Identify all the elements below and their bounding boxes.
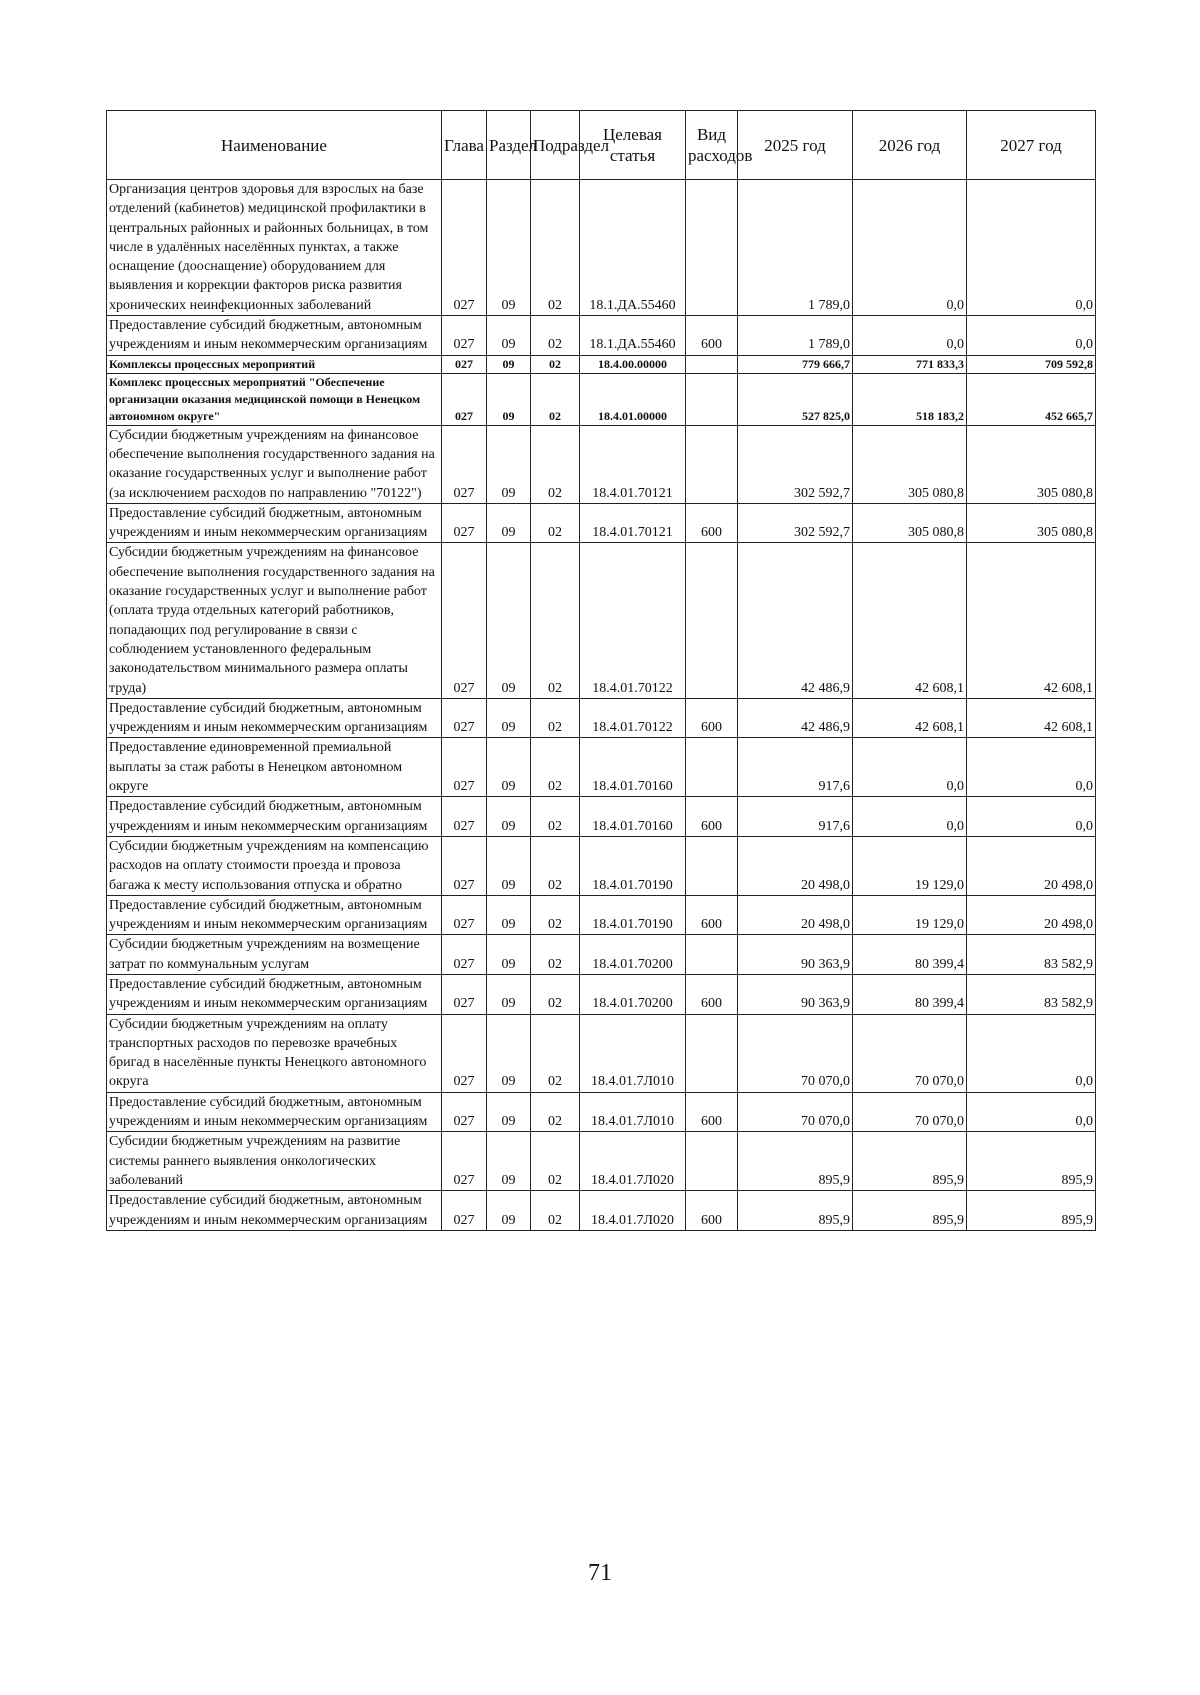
cell-y2025: 42 486,9 (738, 543, 853, 698)
cell-y2027: 42 608,1 (967, 543, 1096, 698)
cell-y2026: 19 129,0 (853, 895, 967, 935)
cell-y2027: 20 498,0 (967, 895, 1096, 935)
cell-glava: 027 (442, 373, 487, 425)
cell-y2025: 90 363,9 (738, 935, 853, 975)
cell-name: Субсидии бюджетным учреждениям на компенсацию расходов на оплату стоимости проезда и провоза багажа к месту использования отпуска и обратно (107, 836, 442, 895)
page-number: 71 (588, 1560, 612, 1586)
cell-vid (686, 738, 738, 797)
cell-y2025: 895,9 (738, 1132, 853, 1191)
cell-razdel: 09 (487, 355, 531, 373)
cell-podrazdel: 02 (531, 836, 580, 895)
header-article: Целевая статья (580, 111, 686, 180)
cell-y2025: 779 666,7 (738, 355, 853, 373)
cell-vid (686, 543, 738, 698)
cell-y2026: 80 399,4 (853, 935, 967, 975)
cell-razdel: 09 (487, 1191, 531, 1231)
table-row (107, 316, 1096, 356)
header-vid: Вид расходов (686, 111, 738, 180)
cell-podrazdel: 02 (531, 373, 580, 425)
cell-y2026: 305 080,8 (853, 425, 967, 503)
header-2025: 2025 год (738, 111, 853, 180)
cell-razdel: 09 (487, 836, 531, 895)
cell-y2026: 305 080,8 (853, 503, 967, 543)
cell-y2027: 0,0 (967, 738, 1096, 797)
cell-razdel: 09 (487, 1132, 531, 1191)
cell-name: Организация центров здоровья для взрослых на базе отделений (кабинетов) медицинской профилактики в центральных районных и районных больницах, в том числе в удалённых населённых пунктах, а также оснащение (дооснащение) оборудованием для выявления и коррекции факторов риска развития хронических неинфекционных заболеваний (107, 180, 442, 316)
cell-y2026: 80 399,4 (853, 974, 967, 1014)
cell-podrazdel: 02 (531, 935, 580, 975)
cell-vid: 600 (686, 895, 738, 935)
cell-y2027: 895,9 (967, 1191, 1096, 1231)
cell-y2025: 302 592,7 (738, 503, 853, 543)
cell-y2026: 771 833,3 (853, 355, 967, 373)
cell-article: 18.4.01.70200 (580, 974, 686, 1014)
cell-article: 18.4.01.7Л010 (580, 1092, 686, 1132)
table-row (107, 355, 1096, 373)
table-row (107, 425, 1096, 503)
cell-y2026: 0,0 (853, 316, 967, 356)
table-row (107, 1014, 1096, 1092)
cell-article: 18.4.01.00000 (580, 373, 686, 425)
cell-name: Предоставление единовременной премиальной выплаты за стаж работы в Ненецком автономном округе (107, 738, 442, 797)
cell-name: Предоставление субсидий бюджетным, автономным учреждениям и иным некоммерческим организациям (107, 797, 442, 837)
table-row (107, 895, 1096, 935)
header-name: Наименование (107, 111, 442, 180)
cell-y2026: 70 070,0 (853, 1092, 967, 1132)
cell-name: Предоставление субсидий бюджетным, автономным учреждениям и иным некоммерческим организациям (107, 895, 442, 935)
cell-vid: 600 (686, 698, 738, 738)
cell-vid (686, 1132, 738, 1191)
cell-y2025: 895,9 (738, 1191, 853, 1231)
cell-podrazdel: 02 (531, 1092, 580, 1132)
cell-y2027: 20 498,0 (967, 836, 1096, 895)
cell-article: 18.4.01.70190 (580, 836, 686, 895)
cell-y2026: 42 608,1 (853, 698, 967, 738)
cell-vid (686, 935, 738, 975)
cell-y2026: 895,9 (853, 1132, 967, 1191)
cell-article: 18.4.01.70160 (580, 797, 686, 837)
cell-y2026: 0,0 (853, 797, 967, 837)
cell-glava: 027 (442, 503, 487, 543)
table-row (107, 543, 1096, 698)
cell-glava: 027 (442, 180, 487, 316)
cell-article: 18.4.01.70190 (580, 895, 686, 935)
cell-name: Комплексы процессных мероприятий (107, 355, 442, 373)
cell-glava: 027 (442, 895, 487, 935)
cell-name: Предоставление субсидий бюджетным, автономным учреждениям и иным некоммерческим организациям (107, 698, 442, 738)
header-podrazdel: Подраздел (531, 111, 580, 180)
table-row (107, 1191, 1096, 1231)
cell-y2025: 1 789,0 (738, 180, 853, 316)
cell-vid (686, 355, 738, 373)
cell-article: 18.4.01.7Л020 (580, 1132, 686, 1191)
cell-y2025: 20 498,0 (738, 895, 853, 935)
cell-article: 18.4.01.70200 (580, 935, 686, 975)
header-glava: Глава (442, 111, 487, 180)
cell-podrazdel: 02 (531, 1132, 580, 1191)
cell-y2027: 305 080,8 (967, 425, 1096, 503)
cell-y2027: 709 592,8 (967, 355, 1096, 373)
cell-razdel: 09 (487, 698, 531, 738)
table-row (107, 698, 1096, 738)
cell-glava: 027 (442, 543, 487, 698)
cell-name: Предоставление субсидий бюджетным, автономным учреждениям и иным некоммерческим организациям (107, 1191, 442, 1231)
cell-name: Субсидии бюджетным учреждениям на финансовое обеспечение выполнения государственного задания на оказание государственных услуг и выполнение работ (оплата труда отдельных категорий работников, попадающих под регулирование в связи с соблюдением установленного федеральным законодательством минимального размера оплаты труда) (107, 543, 442, 698)
cell-razdel: 09 (487, 180, 531, 316)
table-row (107, 1092, 1096, 1132)
cell-article: 18.4.01.70121 (580, 503, 686, 543)
cell-y2027: 83 582,9 (967, 974, 1096, 1014)
table-row (107, 180, 1096, 316)
cell-article: 18.4.01.70121 (580, 425, 686, 503)
cell-glava: 027 (442, 425, 487, 503)
cell-podrazdel: 02 (531, 355, 580, 373)
cell-y2025: 70 070,0 (738, 1092, 853, 1132)
cell-y2027: 895,9 (967, 1132, 1096, 1191)
cell-y2027: 0,0 (967, 316, 1096, 356)
cell-name: Субсидии бюджетным учреждениям на возмещение затрат по коммунальным услугам (107, 935, 442, 975)
cell-podrazdel: 02 (531, 738, 580, 797)
cell-razdel: 09 (487, 797, 531, 837)
table-row (107, 738, 1096, 797)
cell-y2025: 90 363,9 (738, 974, 853, 1014)
cell-glava: 027 (442, 1132, 487, 1191)
cell-y2027: 42 608,1 (967, 698, 1096, 738)
cell-name: Субсидии бюджетным учреждениям на финансовое обеспечение выполнения государственного задания на оказание государственных услуг и выполнение работ (за исключением расходов по направлению "70122") (107, 425, 442, 503)
cell-article: 18.4.01.70122 (580, 698, 686, 738)
table-header-row (107, 111, 1096, 180)
table-row (107, 935, 1096, 975)
cell-y2025: 42 486,9 (738, 698, 853, 738)
cell-name: Предоставление субсидий бюджетным, автономным учреждениям и иным некоммерческим организациям (107, 316, 442, 356)
cell-podrazdel: 02 (531, 543, 580, 698)
cell-glava: 027 (442, 355, 487, 373)
cell-vid: 600 (686, 974, 738, 1014)
cell-y2025: 70 070,0 (738, 1014, 853, 1092)
header-2026: 2026 год (853, 111, 967, 180)
cell-vid (686, 373, 738, 425)
cell-glava: 027 (442, 1191, 487, 1231)
cell-podrazdel: 02 (531, 425, 580, 503)
cell-podrazdel: 02 (531, 1191, 580, 1231)
cell-y2027: 0,0 (967, 797, 1096, 837)
cell-razdel: 09 (487, 935, 531, 975)
header-2027: 2027 год (967, 111, 1096, 180)
cell-glava: 027 (442, 1092, 487, 1132)
cell-article: 18.4.01.70122 (580, 543, 686, 698)
cell-razdel: 09 (487, 373, 531, 425)
table-body (107, 180, 1096, 1231)
cell-podrazdel: 02 (531, 503, 580, 543)
cell-y2026: 19 129,0 (853, 836, 967, 895)
budget-table (106, 110, 1096, 1231)
cell-razdel: 09 (487, 316, 531, 356)
cell-glava: 027 (442, 935, 487, 975)
cell-y2025: 20 498,0 (738, 836, 853, 895)
cell-podrazdel: 02 (531, 1014, 580, 1092)
cell-razdel: 09 (487, 738, 531, 797)
cell-razdel: 09 (487, 503, 531, 543)
table-row (107, 797, 1096, 837)
cell-article: 18.4.01.70160 (580, 738, 686, 797)
table-row (107, 503, 1096, 543)
table-row (107, 974, 1096, 1014)
cell-glava: 027 (442, 316, 487, 356)
cell-y2026: 70 070,0 (853, 1014, 967, 1092)
cell-y2026: 518 183,2 (853, 373, 967, 425)
cell-vid: 600 (686, 316, 738, 356)
cell-y2027: 0,0 (967, 180, 1096, 316)
cell-y2027: 83 582,9 (967, 935, 1096, 975)
cell-vid: 600 (686, 503, 738, 543)
cell-podrazdel: 02 (531, 974, 580, 1014)
table-row (107, 1132, 1096, 1191)
cell-article: 18.4.01.7Л010 (580, 1014, 686, 1092)
cell-y2027: 305 080,8 (967, 503, 1096, 543)
cell-name: Предоставление субсидий бюджетным, автономным учреждениям и иным некоммерческим организациям (107, 974, 442, 1014)
cell-name: Субсидии бюджетным учреждениям на развитие системы раннего выявления онкологических заболеваний (107, 1132, 442, 1191)
cell-razdel: 09 (487, 895, 531, 935)
cell-glava: 027 (442, 1014, 487, 1092)
cell-razdel: 09 (487, 974, 531, 1014)
cell-article: 18.4.01.7Л020 (580, 1191, 686, 1231)
table-row (107, 836, 1096, 895)
cell-y2025: 917,6 (738, 797, 853, 837)
cell-razdel: 09 (487, 543, 531, 698)
cell-podrazdel: 02 (531, 797, 580, 837)
cell-razdel: 09 (487, 425, 531, 503)
cell-vid: 600 (686, 1092, 738, 1132)
cell-podrazdel: 02 (531, 180, 580, 316)
cell-glava: 027 (442, 738, 487, 797)
header-razdel: Раздел (487, 111, 531, 180)
cell-vid (686, 836, 738, 895)
table-row (107, 373, 1096, 425)
cell-y2025: 1 789,0 (738, 316, 853, 356)
cell-podrazdel: 02 (531, 316, 580, 356)
cell-y2025: 917,6 (738, 738, 853, 797)
cell-razdel: 09 (487, 1092, 531, 1132)
cell-vid (686, 180, 738, 316)
cell-y2027: 452 665,7 (967, 373, 1096, 425)
cell-podrazdel: 02 (531, 698, 580, 738)
cell-name: Комплекс процессных мероприятий "Обеспечение организации оказания медицинской помощи в Ненецком автономном округе" (107, 373, 442, 425)
cell-name: Субсидии бюджетным учреждениям на оплату транспортных расходов по перевозке врачебных бригад в населённые пункты Ненецкого автономного округа (107, 1014, 442, 1092)
cell-podrazdel: 02 (531, 895, 580, 935)
cell-glava: 027 (442, 797, 487, 837)
cell-glava: 027 (442, 974, 487, 1014)
cell-y2026: 42 608,1 (853, 543, 967, 698)
cell-y2026: 895,9 (853, 1191, 967, 1231)
cell-razdel: 09 (487, 1014, 531, 1092)
cell-y2027: 0,0 (967, 1014, 1096, 1092)
cell-y2025: 302 592,7 (738, 425, 853, 503)
cell-glava: 027 (442, 836, 487, 895)
cell-article: 18.4.00.00000 (580, 355, 686, 373)
cell-vid (686, 1014, 738, 1092)
cell-vid (686, 425, 738, 503)
cell-y2025: 527 825,0 (738, 373, 853, 425)
cell-y2027: 0,0 (967, 1092, 1096, 1132)
cell-y2026: 0,0 (853, 180, 967, 316)
cell-y2026: 0,0 (853, 738, 967, 797)
cell-vid: 600 (686, 797, 738, 837)
cell-article: 18.1.ДА.55460 (580, 180, 686, 316)
cell-article: 18.1.ДА.55460 (580, 316, 686, 356)
cell-glava: 027 (442, 698, 487, 738)
cell-name: Предоставление субсидий бюджетным, автономным учреждениям и иным некоммерческим организациям (107, 1092, 442, 1132)
cell-name: Предоставление субсидий бюджетным, автономным учреждениям и иным некоммерческим организациям (107, 503, 442, 543)
cell-vid: 600 (686, 1191, 738, 1231)
